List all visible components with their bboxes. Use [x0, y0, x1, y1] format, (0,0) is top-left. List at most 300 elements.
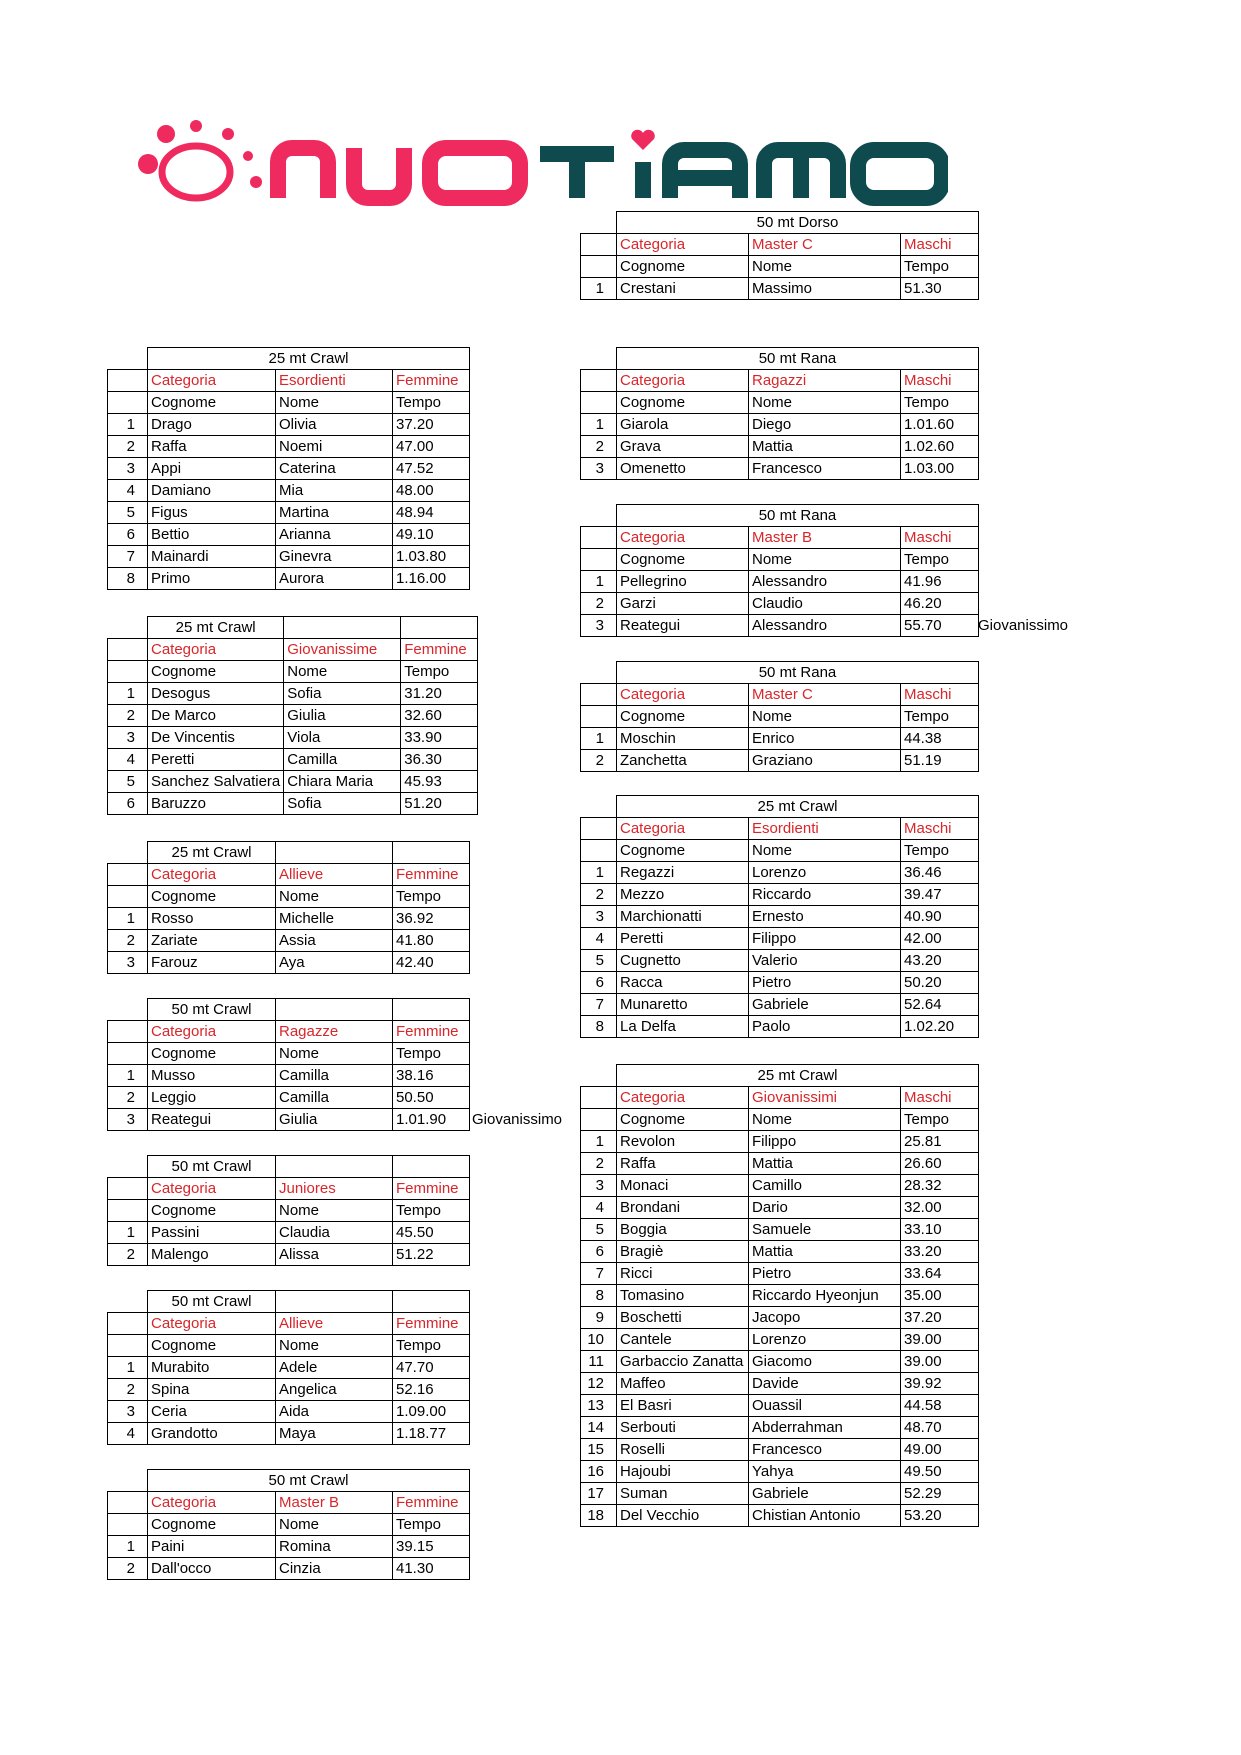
header-row [581, 1109, 979, 1131]
header-tempo: Tempo [393, 1335, 470, 1357]
name-cell: Giacomo [749, 1351, 901, 1373]
category-row [581, 370, 979, 392]
header-tempo: Tempo [901, 549, 979, 571]
category-label: Categoria [148, 864, 276, 886]
name-cell: Giulia [284, 705, 401, 727]
title-row [108, 617, 478, 639]
header-cognome: Cognome [617, 840, 749, 862]
name-cell: Assia [276, 930, 393, 952]
time-cell: 40.90 [901, 906, 979, 928]
rank-cell: 6 [581, 972, 617, 994]
category-value: Allieve [276, 864, 393, 886]
note-giovanissimo: Giovanissimo [978, 617, 1069, 634]
category-label: Categoria [148, 1178, 276, 1200]
rank-cell: 3 [581, 1175, 617, 1197]
table-row [581, 593, 979, 615]
rank-cell: 7 [581, 994, 617, 1016]
rank-cell: 3 [108, 1109, 148, 1131]
category-value: Giovanissimi [749, 1087, 901, 1109]
table-row [581, 994, 979, 1016]
name-cell: Mattia [749, 436, 901, 458]
category-value: Juniores [276, 1178, 393, 1200]
name-cell: Riccardo Hyeonjun [749, 1285, 901, 1307]
header-tempo: Tempo [393, 1043, 470, 1065]
time-cell: 37.20 [393, 414, 470, 436]
rank-cell: 17 [581, 1483, 617, 1505]
title-row [108, 348, 470, 370]
surname-cell: Serbouti [617, 1417, 749, 1439]
table-row [581, 1483, 979, 1505]
event-title: 50 mt Crawl [148, 999, 276, 1021]
header-nome: Nome [276, 1335, 393, 1357]
surname-cell: Paini [148, 1536, 276, 1558]
header-row [108, 392, 470, 414]
surname-cell: Mainardi [148, 546, 276, 568]
rank-cell: 1 [108, 1536, 148, 1558]
time-cell: 52.64 [901, 994, 979, 1016]
name-cell: Enrico [749, 728, 901, 750]
time-cell: 47.00 [393, 436, 470, 458]
time-cell: 1.18.77 [393, 1423, 470, 1445]
name-cell: Francesco [749, 1439, 901, 1461]
gender-value: Femmine [401, 639, 478, 661]
surname-cell: Passini [148, 1222, 276, 1244]
time-cell: 1.03.00 [901, 458, 979, 480]
time-cell: 48.00 [393, 480, 470, 502]
header-tempo: Tempo [901, 840, 979, 862]
title-row [108, 1156, 470, 1178]
header-row [108, 661, 478, 683]
rank-cell: 6 [108, 524, 148, 546]
results-table [580, 211, 979, 300]
category-label: Categoria [148, 1313, 276, 1335]
table-row [108, 705, 478, 727]
header-row [108, 1200, 470, 1222]
surname-cell: Regazzi [617, 862, 749, 884]
category-row [108, 639, 478, 661]
time-cell: 36.46 [901, 862, 979, 884]
category-label: Categoria [617, 234, 749, 256]
category-value: Esordienti [749, 818, 901, 840]
rank-cell: 8 [108, 568, 148, 590]
table-row [108, 952, 470, 974]
table-row [108, 908, 470, 930]
rank-cell: 1 [581, 571, 617, 593]
time-cell: 52.29 [901, 1483, 979, 1505]
time-cell: 39.00 [901, 1351, 979, 1373]
table-row [108, 1087, 470, 1109]
rank-cell: 5 [581, 950, 617, 972]
surname-cell: Cantele [617, 1329, 749, 1351]
header-tempo: Tempo [901, 706, 979, 728]
name-cell: Massimo [749, 278, 901, 300]
surname-cell: Garbaccio Zanatta [617, 1351, 749, 1373]
header-nome: Nome [749, 549, 901, 571]
rank-cell: 2 [108, 1379, 148, 1401]
header-cognome: Cognome [148, 1514, 276, 1536]
header-cognome: Cognome [617, 549, 749, 571]
name-cell: Sofia [284, 683, 401, 705]
time-cell: 39.47 [901, 884, 979, 906]
table-row [108, 568, 470, 590]
header-row [108, 1335, 470, 1357]
name-cell: Arianna [276, 524, 393, 546]
time-cell: 38.16 [393, 1065, 470, 1087]
table-row [108, 1357, 470, 1379]
surname-cell: Zariate [148, 930, 276, 952]
table-row [108, 436, 470, 458]
event-title: 50 mt Rana [617, 662, 979, 684]
category-row [581, 818, 979, 840]
surname-cell: El Basri [617, 1395, 749, 1417]
time-cell: 1.01.90 [393, 1109, 470, 1131]
table-row [108, 1401, 470, 1423]
name-cell: Jacopo [749, 1307, 901, 1329]
rank-cell: 5 [108, 771, 148, 793]
time-cell: 44.38 [901, 728, 979, 750]
name-cell: Graziano [749, 750, 901, 772]
time-cell: 41.80 [393, 930, 470, 952]
results-table [107, 1290, 470, 1445]
header-nome: Nome [749, 392, 901, 414]
time-cell: 32.60 [401, 705, 478, 727]
time-cell: 51.22 [393, 1244, 470, 1266]
category-value: Esordienti [276, 370, 393, 392]
time-cell: 41.96 [901, 571, 979, 593]
time-cell: 36.30 [401, 749, 478, 771]
name-cell: Davide [749, 1373, 901, 1395]
name-cell: Cinzia [276, 1558, 393, 1580]
rank-cell: 3 [108, 458, 148, 480]
category-label: Categoria [148, 639, 284, 661]
results-table [580, 347, 979, 480]
category-value: Master B [276, 1492, 393, 1514]
table-row [581, 1461, 979, 1483]
category-label: Categoria [617, 684, 749, 706]
category-label: Categoria [148, 370, 276, 392]
header-row [108, 1043, 470, 1065]
surname-cell: Munaretto [617, 994, 749, 1016]
time-cell: 37.20 [901, 1307, 979, 1329]
time-cell: 48.94 [393, 502, 470, 524]
table-row [108, 1379, 470, 1401]
rank-cell: 5 [108, 502, 148, 524]
rank-cell: 3 [108, 1401, 148, 1423]
table-row [581, 906, 979, 928]
table-row [108, 480, 470, 502]
header-row [108, 886, 470, 908]
rank-cell: 4 [581, 1197, 617, 1219]
category-row [108, 370, 470, 392]
surname-cell: Omenetto [617, 458, 749, 480]
name-cell: Dario [749, 1197, 901, 1219]
time-cell: 42.00 [901, 928, 979, 950]
table-row [581, 928, 979, 950]
time-cell: 26.60 [901, 1153, 979, 1175]
time-cell: 49.10 [393, 524, 470, 546]
surname-cell: De Marco [148, 705, 284, 727]
time-cell: 39.00 [901, 1329, 979, 1351]
title-row [581, 212, 979, 234]
category-label: Categoria [148, 1021, 276, 1043]
category-row [581, 684, 979, 706]
rank-cell: 15 [581, 1439, 617, 1461]
surname-cell: Ceria [148, 1401, 276, 1423]
gender-value: Femmine [393, 1313, 470, 1335]
gender-value: Femmine [393, 1178, 470, 1200]
surname-cell: Grandotto [148, 1423, 276, 1445]
time-cell: 1.16.00 [393, 568, 470, 590]
name-cell: Aurora [276, 568, 393, 590]
name-cell: Caterina [276, 458, 393, 480]
rank-cell: 14 [581, 1417, 617, 1439]
time-cell: 49.50 [901, 1461, 979, 1483]
rank-cell: 2 [581, 884, 617, 906]
category-value: Ragazzi [749, 370, 901, 392]
time-cell: 43.20 [901, 950, 979, 972]
category-label: Categoria [617, 370, 749, 392]
name-cell: Mattia [749, 1153, 901, 1175]
results-table [107, 616, 478, 815]
results-table [107, 1469, 470, 1580]
results-table [580, 661, 979, 772]
table-row [581, 1131, 979, 1153]
name-cell: Viola [284, 727, 401, 749]
table-row [108, 771, 478, 793]
rank-cell: 8 [581, 1016, 617, 1038]
name-cell: Giulia [276, 1109, 393, 1131]
results-table [107, 998, 470, 1131]
time-cell: 46.20 [901, 593, 979, 615]
table-row [108, 546, 470, 568]
nuotiamo-logo [128, 120, 948, 210]
surname-cell: Spina [148, 1379, 276, 1401]
table-row [108, 524, 470, 546]
title-row [108, 1291, 470, 1313]
name-cell: Martina [276, 502, 393, 524]
category-row [108, 1178, 470, 1200]
surname-cell: Del Vecchio [617, 1505, 749, 1527]
name-cell: Yahya [749, 1461, 901, 1483]
name-cell: Michelle [276, 908, 393, 930]
table-row [581, 884, 979, 906]
name-cell: Camilla [276, 1087, 393, 1109]
surname-cell: Bragiè [617, 1241, 749, 1263]
time-cell: 28.32 [901, 1175, 979, 1197]
table-row [581, 1373, 979, 1395]
surname-cell: Brondani [617, 1197, 749, 1219]
table-row [108, 1222, 470, 1244]
table-row [108, 727, 478, 749]
category-value: Master C [749, 684, 901, 706]
name-cell: Pietro [749, 1263, 901, 1285]
time-cell: 48.70 [901, 1417, 979, 1439]
note-giovanissimo: Giovanissimo [472, 1111, 563, 1128]
name-cell: Francesco [749, 458, 901, 480]
name-cell: Aida [276, 1401, 393, 1423]
category-row [581, 527, 979, 549]
table-row [581, 571, 979, 593]
gender-value: Femmine [393, 864, 470, 886]
table-row [581, 950, 979, 972]
header-tempo: Tempo [393, 1200, 470, 1222]
category-value: Master C [749, 234, 901, 256]
title-row [581, 1065, 979, 1087]
time-cell: 25.81 [901, 1131, 979, 1153]
category-label: Categoria [617, 527, 749, 549]
time-cell: 33.90 [401, 727, 478, 749]
rank-cell: 2 [108, 930, 148, 952]
header-tempo: Tempo [901, 1109, 979, 1131]
gender-value: Femmine [393, 370, 470, 392]
header-nome: Nome [276, 1043, 393, 1065]
rank-cell: 4 [108, 749, 148, 771]
gender-value: Maschi [901, 684, 979, 706]
category-label: Categoria [148, 1492, 276, 1514]
header-nome: Nome [749, 706, 901, 728]
time-cell: 49.00 [901, 1439, 979, 1461]
surname-cell: Murabito [148, 1357, 276, 1379]
table-row [108, 683, 478, 705]
surname-cell: Monaci [617, 1175, 749, 1197]
table-row [581, 1417, 979, 1439]
header-cognome: Cognome [148, 661, 284, 683]
rank-cell: 11 [581, 1351, 617, 1373]
name-cell: Olivia [276, 414, 393, 436]
name-cell: Ouassil [749, 1395, 901, 1417]
surname-cell: Moschin [617, 728, 749, 750]
time-cell: 51.20 [401, 793, 478, 815]
table-row [108, 458, 470, 480]
surname-cell: Raffa [148, 436, 276, 458]
header-tempo: Tempo [393, 886, 470, 908]
table-row [581, 1175, 979, 1197]
surname-cell: Peretti [148, 749, 284, 771]
event-title: 50 mt Dorso [617, 212, 979, 234]
rank-cell: 1 [581, 278, 617, 300]
surname-cell: Marchionatti [617, 906, 749, 928]
table-row [581, 728, 979, 750]
time-cell: 41.30 [393, 1558, 470, 1580]
table-row [581, 972, 979, 994]
rank-cell: 4 [581, 928, 617, 950]
time-cell: 50.20 [901, 972, 979, 994]
category-value: Ragazze [276, 1021, 393, 1043]
rank-cell: 3 [108, 952, 148, 974]
surname-cell: Mezzo [617, 884, 749, 906]
header-nome: Nome [749, 256, 901, 278]
name-cell: Filippo [749, 1131, 901, 1153]
table-row [108, 1558, 470, 1580]
table-row [581, 278, 979, 300]
surname-cell: De Vincentis [148, 727, 284, 749]
name-cell: Angelica [276, 1379, 393, 1401]
surname-cell: Farouz [148, 952, 276, 974]
gender-value: Maschi [901, 370, 979, 392]
time-cell: 47.52 [393, 458, 470, 480]
rank-cell: 1 [108, 1357, 148, 1379]
surname-cell: Sanchez Salvatiera [148, 771, 284, 793]
table-row [581, 1263, 979, 1285]
gender-value: Maschi [901, 527, 979, 549]
name-cell: Lorenzo [749, 1329, 901, 1351]
surname-cell: Racca [617, 972, 749, 994]
rank-cell: 2 [581, 593, 617, 615]
table-row [581, 1307, 979, 1329]
surname-cell: Maffeo [617, 1373, 749, 1395]
rank-cell: 5 [581, 1219, 617, 1241]
event-title: 50 mt Rana [617, 505, 979, 527]
header-tempo: Tempo [401, 661, 478, 683]
category-row [581, 1087, 979, 1109]
surname-cell: Grava [617, 436, 749, 458]
title-row [581, 796, 979, 818]
surname-cell: Tomasino [617, 1285, 749, 1307]
header-cognome: Cognome [148, 1335, 276, 1357]
table-row [108, 1423, 470, 1445]
rank-cell: 18 [581, 1505, 617, 1527]
category-row [108, 1313, 470, 1335]
rank-cell: 1 [581, 862, 617, 884]
gender-value: Maschi [901, 1087, 979, 1109]
rank-cell: 1 [108, 414, 148, 436]
table-row [581, 436, 979, 458]
results-table [107, 841, 470, 974]
rank-cell: 8 [581, 1285, 617, 1307]
event-title: 50 mt Crawl [148, 1291, 276, 1313]
name-cell: Ernesto [749, 906, 901, 928]
name-cell: Mia [276, 480, 393, 502]
results-table [107, 1155, 470, 1266]
surname-cell: Leggio [148, 1087, 276, 1109]
event-title: 25 mt Crawl [148, 842, 276, 864]
results-table [580, 504, 979, 637]
time-cell: 42.40 [393, 952, 470, 974]
table-row [108, 793, 478, 815]
name-cell: Samuele [749, 1219, 901, 1241]
surname-cell: Cugnetto [617, 950, 749, 972]
title-row [581, 505, 979, 527]
rank-cell: 13 [581, 1395, 617, 1417]
header-nome: Nome [749, 1109, 901, 1131]
name-cell: Noemi [276, 436, 393, 458]
time-cell: 1.02.60 [901, 436, 979, 458]
surname-cell: Boschetti [617, 1307, 749, 1329]
rank-cell: 2 [581, 436, 617, 458]
surname-cell: Damiano [148, 480, 276, 502]
title-row [581, 662, 979, 684]
name-cell: Camilla [284, 749, 401, 771]
surname-cell: Appi [148, 458, 276, 480]
time-cell: 1.03.80 [393, 546, 470, 568]
table-row [581, 862, 979, 884]
header-cognome: Cognome [148, 1043, 276, 1065]
name-cell: Filippo [749, 928, 901, 950]
table-row [581, 1505, 979, 1527]
table-row [581, 458, 979, 480]
name-cell: Gabriele [749, 1483, 901, 1505]
table-row [581, 1351, 979, 1373]
header-cognome: Cognome [617, 256, 749, 278]
rank-cell: 2 [581, 750, 617, 772]
header-tempo: Tempo [393, 392, 470, 414]
category-row [108, 1492, 470, 1514]
rank-cell: 2 [108, 1558, 148, 1580]
rank-cell: 16 [581, 1461, 617, 1483]
table-row [581, 1219, 979, 1241]
rank-cell: 12 [581, 1373, 617, 1395]
event-title: 25 mt Crawl [617, 1065, 979, 1087]
